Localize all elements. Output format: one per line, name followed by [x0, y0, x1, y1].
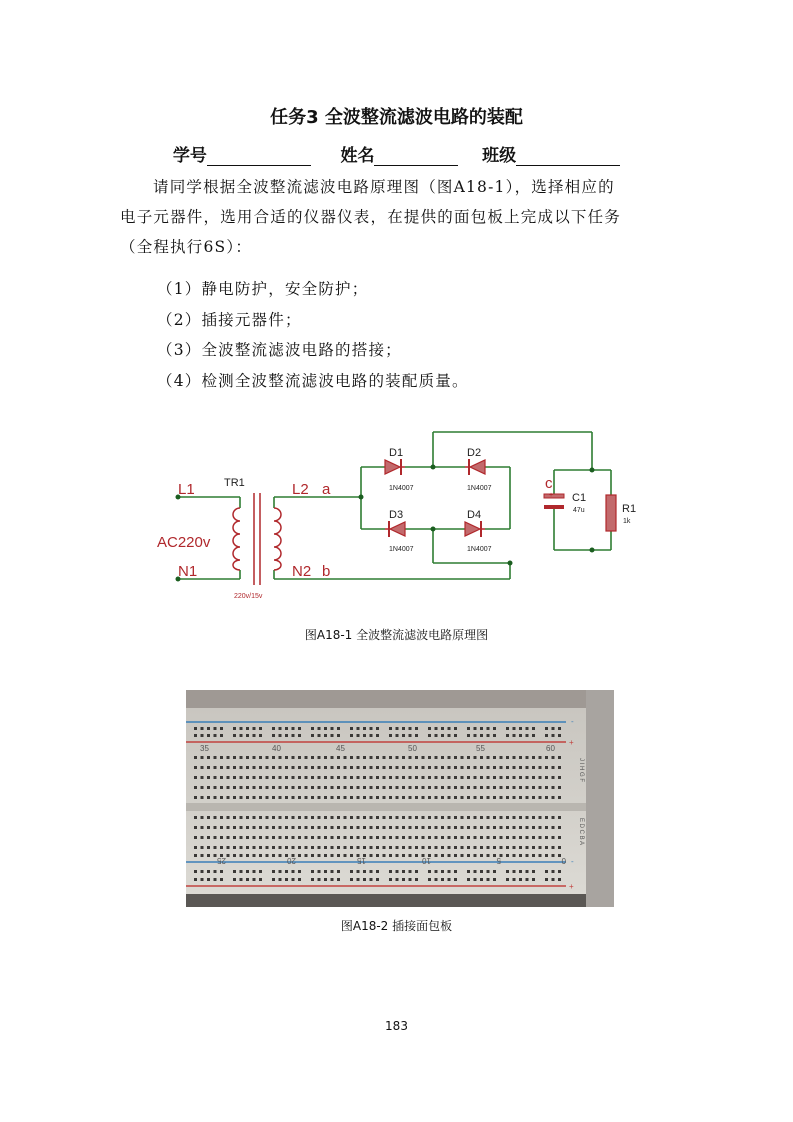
breadboard-photo [186, 690, 614, 907]
intro-line-2: 电子元器件，选用合适的仪器仪表，在提供的面包板上完成以下任务 [120, 208, 622, 226]
circuit-schematic [150, 420, 650, 605]
diode-d3 [385, 521, 405, 537]
diode-d4 [465, 521, 485, 537]
bb-bottom-number: 15 [357, 856, 366, 865]
diode-d2 [465, 459, 485, 475]
bb-row-letters: J I H G F [578, 758, 584, 782]
label-r1: R1 [622, 503, 637, 515]
svg-text:+: + [549, 492, 554, 499]
label-d4: D4 [467, 509, 482, 521]
label-d2: D2 [467, 447, 482, 459]
label-c1: C1 [572, 492, 587, 504]
student-id-label: 学号 [172, 146, 207, 166]
bb-top-number: 55 [476, 744, 485, 753]
bb-bottom-number: 0 [561, 856, 566, 865]
task-item: （2）插接元器件； [157, 310, 302, 329]
name-blank [374, 147, 458, 166]
page-number: 183 [385, 1019, 408, 1033]
bb-top-number: 60 [546, 744, 555, 753]
label-d4-part: 1N4007 [467, 546, 492, 553]
figure-1-caption: 图A18-1 全波整流滤波电路原理图 [304, 628, 489, 642]
task-list [157, 274, 469, 396]
figure-2-caption: 图A18-2 插接面包板 [340, 919, 453, 933]
intro-paragraph [120, 172, 680, 262]
page-title: 任务3 全波整流滤波电路的装配 [270, 107, 523, 128]
bb-top-number: 50 [408, 744, 417, 753]
name-label: 姓名 [340, 146, 375, 166]
bb-minus-label: - [571, 717, 574, 726]
bb-row-letters: E D C B A [578, 818, 584, 846]
label-d2-part: 1N4007 [467, 485, 492, 492]
label-tr-rating: 220v/15v [234, 593, 263, 600]
class-blank [516, 147, 620, 166]
intro-line-3: （全程执行6S）： [120, 238, 253, 256]
class-label: 班级 [482, 146, 517, 166]
bb-bottom-number: 20 [287, 856, 296, 865]
label-c1-value: 47u [573, 507, 585, 514]
resistor-r1 [606, 495, 616, 531]
bb-bottom-number: 5 [496, 856, 501, 865]
label-n1: N1 [178, 563, 198, 580]
label-d1: D1 [389, 447, 404, 459]
bb-top-number: 35 [200, 744, 209, 753]
label-node-a: a [322, 481, 331, 498]
label-d3: D3 [389, 509, 404, 521]
task-item: （1）静电防护，安全防护； [157, 280, 369, 298]
label-node-c: c [545, 475, 553, 492]
capacitor-c1 [544, 492, 564, 509]
bb-plus-label: + [569, 882, 574, 891]
label-l1: L1 [178, 481, 195, 498]
intro-line-1: 请同学根据全波整流滤波电路原理图（图A18-1），选择相应的 [153, 178, 615, 196]
label-d3-part: 1N4007 [389, 546, 414, 553]
label-tr1: TR1 [224, 477, 245, 489]
label-r1-value: 1k [623, 518, 631, 525]
bb-bottom-number: 25 [217, 856, 226, 865]
label-l2: L2 [292, 481, 309, 498]
bb-minus-label: - [571, 857, 574, 866]
label-n2: N2 [292, 563, 312, 580]
student-info-fields [0, 141, 793, 166]
bb-top-number: 40 [272, 744, 281, 753]
label-d1-part: 1N4007 [389, 485, 414, 492]
diode-d1 [385, 459, 405, 475]
task-item: （3）全波整流滤波电路的搭接； [157, 341, 402, 359]
label-ac: AC220v [157, 534, 211, 551]
bb-top-number: 45 [336, 744, 345, 753]
label-node-b: b [322, 563, 331, 580]
bb-bottom-number: 10 [422, 856, 431, 865]
bb-plus-label: + [569, 738, 574, 747]
task-item: （4）检测全波整流滤波电路的装配质量。 [157, 371, 469, 390]
student-id-blank [207, 147, 311, 166]
